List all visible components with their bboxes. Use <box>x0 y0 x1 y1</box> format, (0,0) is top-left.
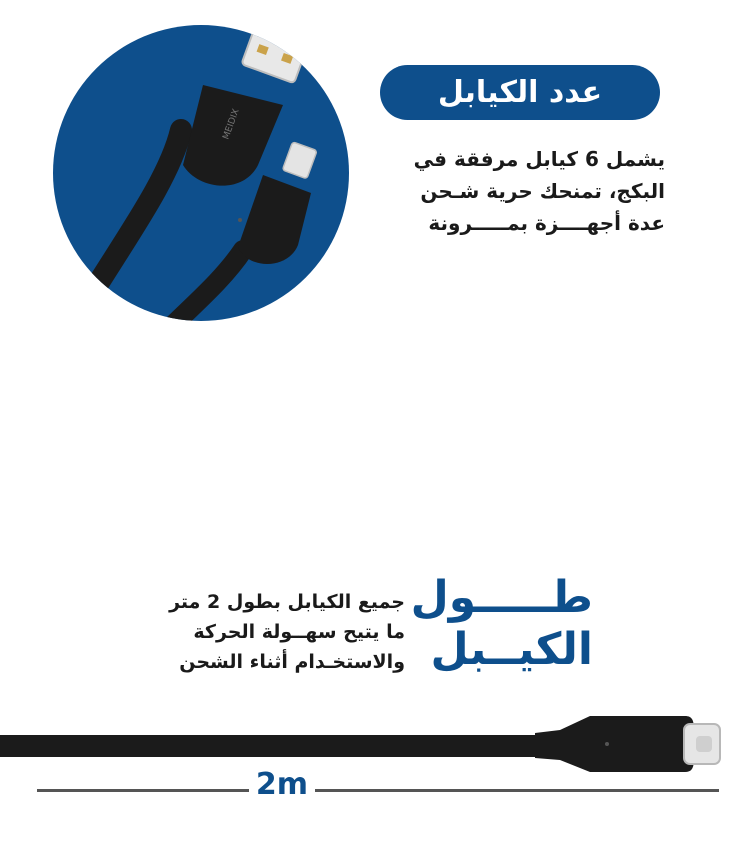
cable-length-title <box>410 572 593 676</box>
cable-length-desc-line: والاستخـدام أثناء الشحن <box>179 651 405 673</box>
cable-count-desc-line: يشمل 6 كيابل مرفقة في <box>413 147 665 171</box>
plug-brand-text: MEIDIX <box>221 107 242 142</box>
measure-line-left <box>37 789 249 792</box>
length-measure <box>37 765 719 811</box>
cable-product-image <box>53 25 349 321</box>
cable-count-desc-line: عدة أجهــــزة بمـــــرونة <box>428 211 665 235</box>
cable-count-desc-line: البكج، تمنحك حرية شـحن <box>420 179 665 203</box>
cable-length-description <box>140 587 405 677</box>
measure-label: 2m <box>255 767 309 802</box>
usb-cable-illustration <box>53 25 349 321</box>
cable-length-desc-line: ما يتيح سهــولة الحركة <box>193 621 405 643</box>
measure-line-right <box>315 789 719 792</box>
cable-length-title-line: طـــــول <box>410 572 593 623</box>
cable-count-title: عدد الكيابل <box>380 65 660 120</box>
cable-length-title-line: الكيــبل <box>430 624 593 675</box>
cable-length-desc-line: جميع الكيابل بطول 2 متر <box>169 591 405 613</box>
cable-count-description <box>360 143 665 239</box>
